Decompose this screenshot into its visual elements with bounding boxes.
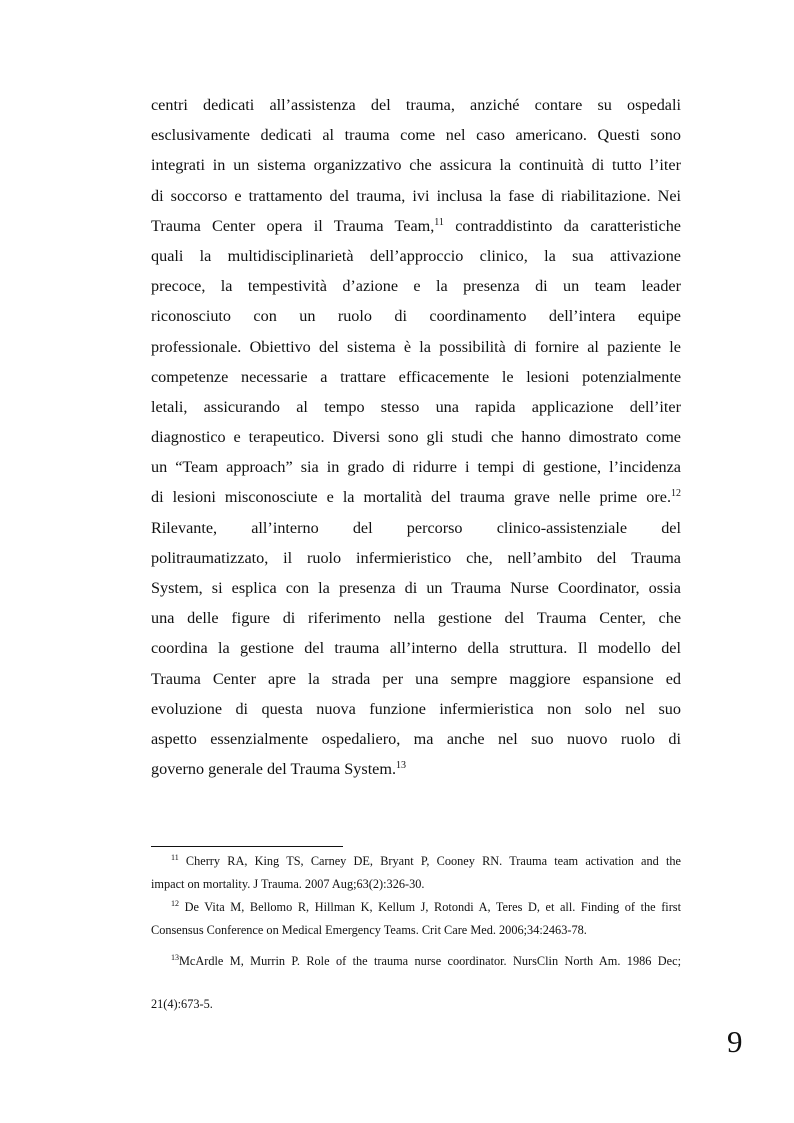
- paragraph-line: System, si esplica con la presenza di un Trauma Nurse Coordinator, ossia: [151, 579, 681, 597]
- paragraph-line: evoluzione di questa nuova funzione infermieristica non solo nel suo: [151, 699, 681, 718]
- footnote-number: 12: [171, 899, 179, 908]
- paragraph-line: Rilevante, all’interno del percorso clinico-assistenziale del: [151, 518, 681, 537]
- footnote-11: [151, 850, 681, 896]
- footnote-line: [151, 950, 681, 993]
- footnote-line: Consensus Conference on Medical Emergency Teams. Crit Care Med. 2006;34:2463-78.: [151, 923, 587, 937]
- paragraph-line: una delle figure di riferimento nella gestione del Trauma Center, che: [151, 609, 681, 628]
- footnote-13: [151, 950, 681, 1036]
- paragraph-line: letali, assicurando al tempo stesso una rapida applicazione dell’iter: [151, 397, 681, 416]
- footnote-number: 13: [171, 953, 179, 962]
- paragraph-line-text: contraddistinto da caratteristiche: [443, 216, 681, 235]
- paragraph-line: precoce, la tempestività d’azione e la presenza di un team leader: [151, 277, 681, 296]
- paragraph-line: politraumatizzato, il ruolo infermieristico che, nell’ambito del Trauma: [151, 548, 681, 567]
- paragraph-line: esclusivamente dedicati al trauma come nel caso americano. Questi sono: [151, 126, 681, 145]
- paragraph-line: quali la multidisciplinarietà dell’approccio clinico, la sua attivazione: [151, 246, 681, 265]
- paragraph-line-text: Trauma Center opera il Trauma Team,: [151, 216, 435, 235]
- paragraph-line-text: di lesioni misconosciute e la mortalità del trauma grave nelle prime ore.: [151, 488, 671, 507]
- footnote-separator: [151, 846, 343, 847]
- paragraph-line: coordina la gestione del trauma all’interno della struttura. Il modello del: [151, 639, 681, 658]
- footnote-line: 21(4):673-5.: [151, 997, 213, 1011]
- footnote-ref-11[interactable]: 11: [434, 216, 444, 228]
- paragraph-line: integrati in un sistema organizzativo che assicura la continuità di tutto l’iter: [151, 156, 681, 175]
- paragraph-line: un “Team approach” sia in grado di ridurre i tempi di gestione, l’incidenza: [151, 458, 681, 477]
- body-paragraph: [151, 90, 681, 784]
- paragraph-line: [151, 211, 681, 241]
- paragraph-line: centri dedicati all’assistenza del trauma, anziché contare su ospedali: [151, 96, 681, 114]
- footnote-text: Cherry RA, King TS, Carney DE, Bryant P, Cooney RN. Trauma team activation and the: [178, 854, 681, 868]
- paragraph-line: professionale. Obiettivo del sistema è la possibilità di fornire al paziente le: [151, 337, 681, 356]
- footnote-line: [151, 896, 681, 919]
- footnote-line: [151, 850, 681, 873]
- paragraph-line: competenze necessarie a trattare efficacemente le lesioni potenzialmente: [151, 367, 681, 386]
- footnotes-section: [151, 850, 681, 1036]
- paragraph-line: [151, 482, 681, 512]
- paragraph-line: [151, 754, 681, 784]
- footnote-line: impact on mortality. J Trauma. 2007 Aug;63(2):326-30.: [151, 877, 425, 891]
- paragraph-line: di soccorso e trattamento del trauma, ivi inclusa la fase di riabilitazione. Nei: [151, 186, 681, 205]
- footnote-text: De Vita M, Bellomo R, Hillman K, Kellum J, Rotondi A, Teres D, et all. Finding of the first: [179, 900, 681, 914]
- footnote-text: McArdle M, Murrin P. Role of the trauma nurse coordinator. NursClin North Am. 1986 Dec;: [179, 954, 681, 968]
- footnote-number: 11: [171, 853, 179, 862]
- footnote-12: [151, 896, 681, 942]
- paragraph-line: Trauma Center apre la strada per una sempre maggiore espansione ed: [151, 669, 681, 688]
- paragraph-line: riconosciuto con un ruolo di coordinamento dell’intera equipe: [151, 307, 681, 326]
- footnote-ref-12[interactable]: 12: [671, 488, 681, 500]
- page-number: 9: [727, 1024, 743, 1059]
- footnote-ref-13[interactable]: 13: [396, 760, 407, 772]
- paragraph-line-text: governo generale del Trauma System.: [151, 760, 397, 779]
- paragraph-line: diagnostico e terapeutico. Diversi sono gli studi che hanno dimostrato come: [151, 428, 681, 447]
- paragraph-line: aspetto essenzialmente ospedaliero, ma anche nel suo nuovo ruolo di: [151, 729, 681, 748]
